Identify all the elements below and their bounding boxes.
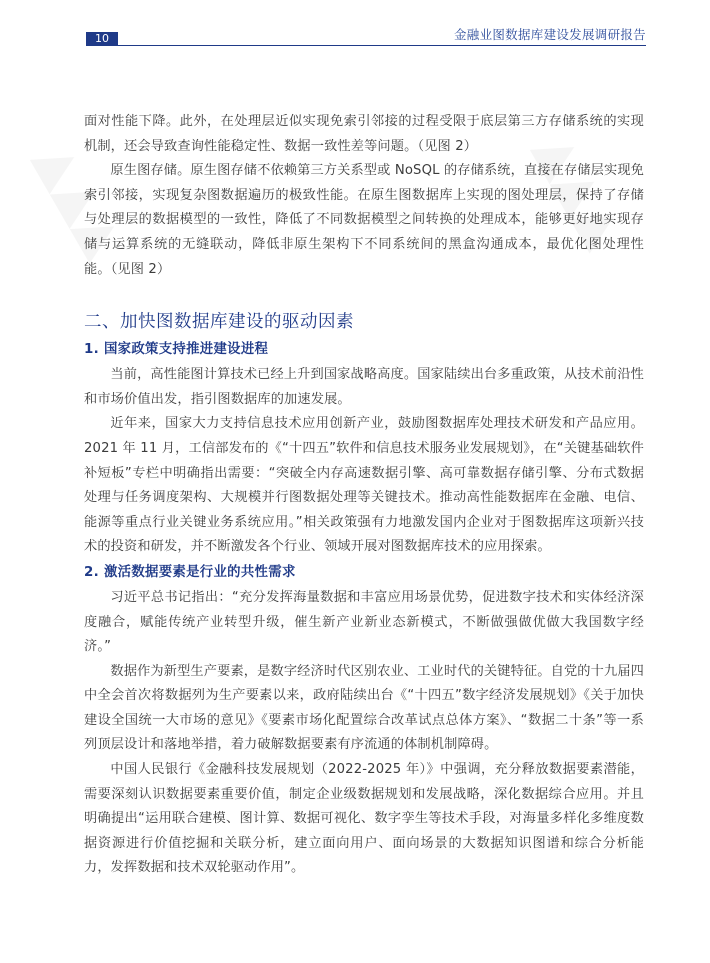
paragraph: 近年来，国家大力支持信息技术应用创新产业，鼓励图数据库处理技术研发和产品应用。2021 年 11 月，工信部发布的《“十四五”软件和信息技术服务业发展规划》，在“关键基础软件补短板”专栏中明确指出需要：“突破全内存高速数据引擎、高可靠数据存储引擎、分布式数据处理与任务调度架构、大规模并行图数据处理等关键技术。推动高性能数据库在金融、电信、能源等重点行业关键业务系统应用。”相关政策强有力地激发国内企业对于图数据库这项新兴技术的投资和研发，并不断激发各个行业、领域开展对图数据库技术的应用探索。 — [84, 416, 644, 555]
paragraph: 习近平总书记指出：“充分发挥海量数据和丰富应用场景优势，促进数字技术和实体经济深度融合，赋能传统产业转型升级，催生新产业新业态新模式，不断做强做优做大我国数字经济。” — [84, 589, 644, 655]
paragraph: 数据作为新型生产要素，是数字经济时代区别农业、工业时代的关键特征。自党的十九届四中全会首次将数据列为生产要素以来，政府陆续出台《“十四五”数字经济发展规划》《关于加快建设全国统一大市场的意见》《要素市场化配置综合改革试点总体方案》、“数据二十条”等一系列顶层设计和落地举措，着力破解数据要素有序流通的体制机制障碍。 — [84, 663, 644, 753]
section-heading: 二、加快图数据库建设的驱动因素 — [84, 312, 354, 333]
document-body — [84, 110, 644, 881]
paragraph: 面对性能下降。此外，在处理层近似实现免索引邻接的过程受限于底层第三方存储系统的实现机制，还会导致查询性能稳定性、数据一致性差等问题。（见图 2） — [84, 114, 644, 154]
paragraph: 中国人民银行《金融科技发展规划（2022-2025 年）》中强调，充分释放数据要素潜能，需要深刻认识数据要素重要价值，制定企业级数据规划和发展战略，深化数据综合应用。并且明确提出“运用联合建模、图计算、数据可视化、数字孪生等技术手段，对海量多样化多维度数据资源进行价值挖掘和关联分析，建立面向用户、面向场景的大数据知识图谱和综合分析能力，发挥数据和技术双轮驱动作用”。 — [84, 762, 644, 876]
page-number: 10 — [86, 32, 118, 46]
subsection-heading: 1. 国家政策支持推进建设进程 — [84, 342, 269, 358]
page-header — [0, 0, 710, 50]
watermark-right: ▲▲▲ — [524, 123, 636, 257]
subsection-heading: 2. 激活数据要素是行业的共性需求 — [84, 564, 296, 580]
paragraph: 当前，高性能图计算技术已经上升到国家战略高度。国家陆续出台多重政策，从技术前沿性和市场价值出发，指引图数据库的加速发展。 — [84, 367, 644, 407]
watermark-left: ▲▲▲ — [24, 133, 136, 267]
paragraph: 原生图存储。原生图存储不依赖第三方关系型或 NoSQL 的存储系统，直接在存储层实现免索引邻接，实现复杂图数据遍历的极致性能。在原生图数据库上实现的图处理层，保持了存储与处理层的数据模型的一致性，降低了不同数据模型之间转换的处理成本，能够更好地实现存储与运算系统的无缝联动，降低非原生架构下不同系统间的黑盒沟通成本，最优化图处理性能。（见图 2） — [84, 163, 645, 277]
header-rule — [118, 45, 646, 46]
running-title: 金融业图数据库建设发展调研报告 — [453, 27, 646, 42]
